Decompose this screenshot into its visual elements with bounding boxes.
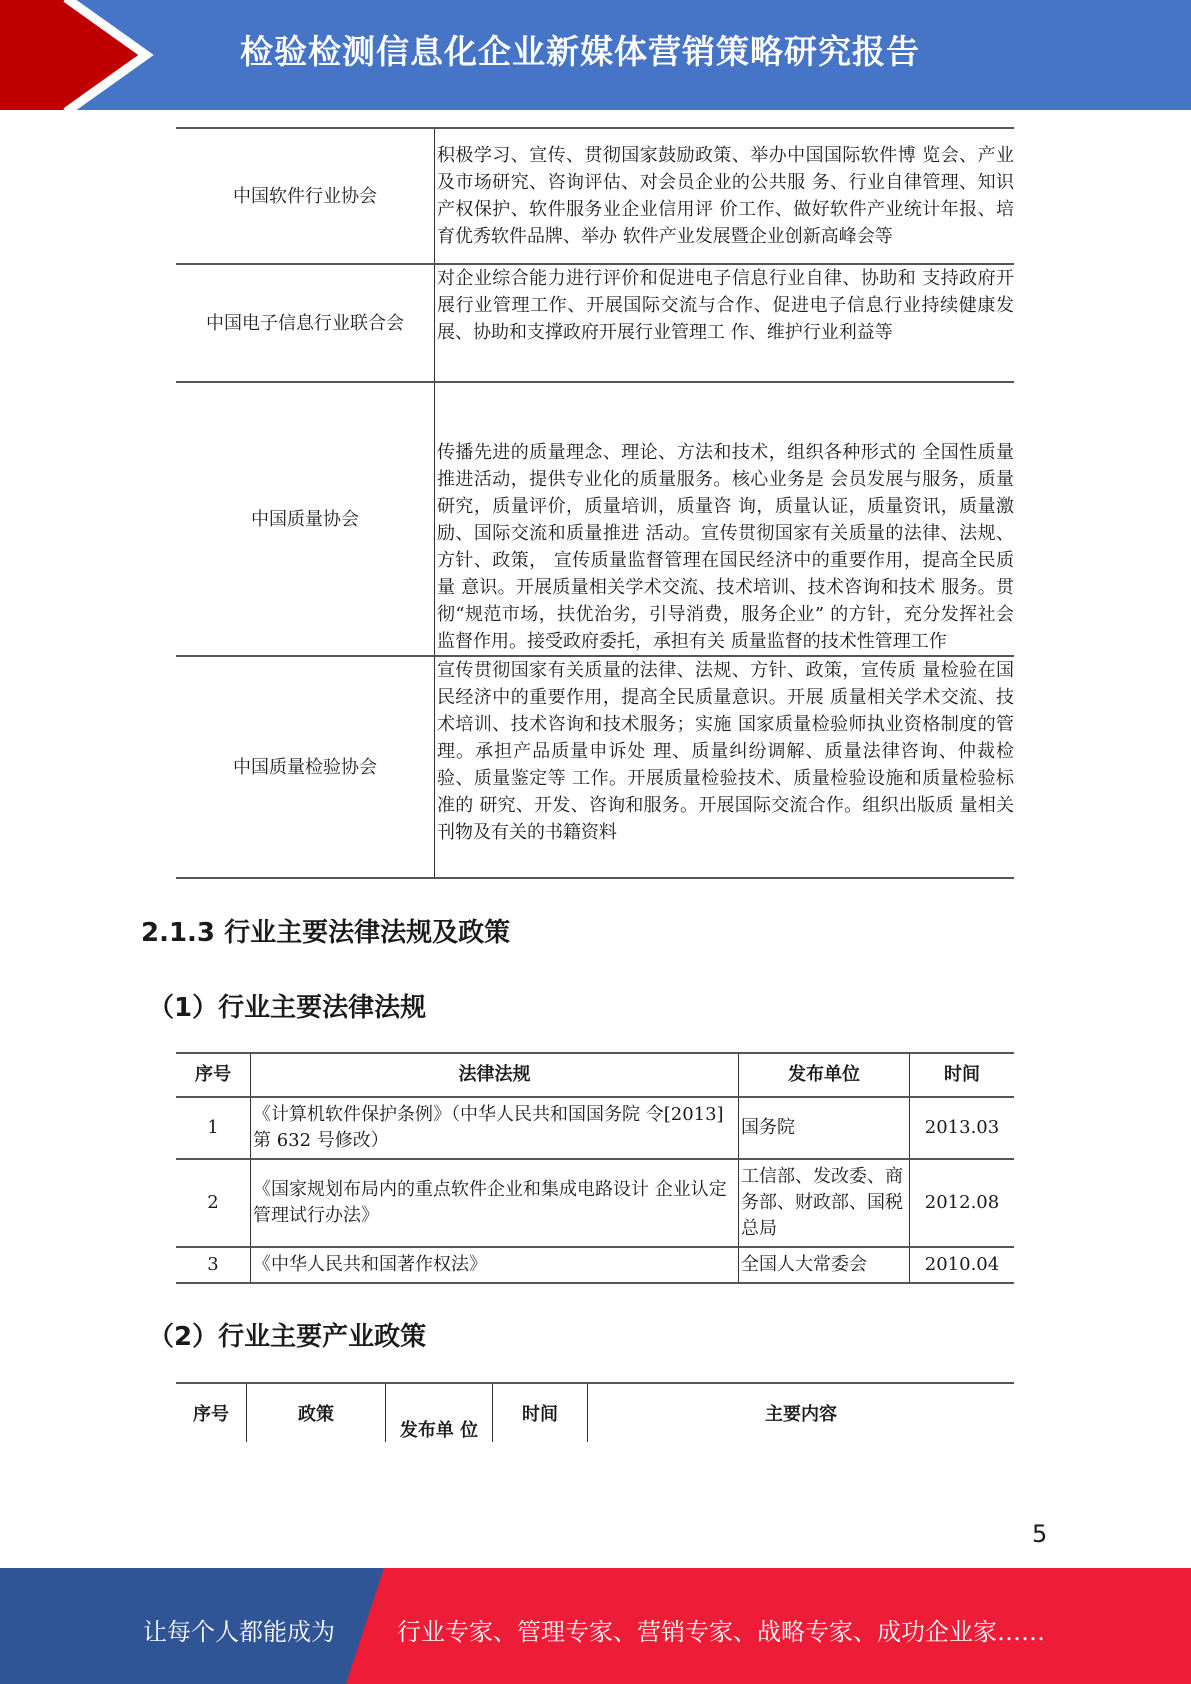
table-header-row <box>176 1053 1014 1097</box>
table-row <box>176 1097 1014 1159</box>
page-number: 5 <box>1032 1520 1048 1548</box>
associations-table <box>176 127 1014 879</box>
table-row <box>176 382 1014 656</box>
issuer: 工信部、发改委、商务部、财政部、国税总局 <box>739 1159 910 1247</box>
association-description: 传播先进的质量理念、理论、方法和技术，组织各种形式的 全国性质量推进活动，提供专业化的质量服务。核心业务是 会员发展与服务，质量研究，质量评价，质量培训，质量咨 询，质量认证，质量资讯，质量激励、国际交流和质量推进 活动。宣传贯彻国家有关质量的法律、法规、方针、政策， 宣传质量监督管理在国民经济中的重要作用，提高全民质量 意识。开展质量相关学术交流、技术培训、技术咨询和技术 服务。贯彻“规范市场，扶优治劣，引导消费，服务企业” 的方针，充分发挥社会监督作用。接受政府委托，承担有关 质量监督的技术性管理工作 <box>437 442 1014 652</box>
association-description: 积极学习、宣传、贯彻国家鼓励政策、举办中国国际软件博 览会、产业及市场研究、咨询评估、对会员企业的公共服 务、行业自律管理、知识产权保护、软件服务业企业信用评 价工作、做好软件产业统计年报、培育优秀软件品牌、举办 软件产业发展暨企业创新高峰会等 <box>437 145 1014 247</box>
policies-table <box>176 1382 1014 1442</box>
association-name: 中国质量协会 <box>176 382 435 656</box>
issuer: 国务院 <box>739 1097 910 1159</box>
association-name: 中国软件行业协会 <box>176 128 435 264</box>
date: 2013.03 <box>910 1097 1015 1159</box>
association-description: 对企业综合能力进行评价和促进电子信息行业自律、协助和 支持政府开展行业管理工作、开展国际交流与合作、促进电子信息行业持续健康发展、协助和支撑政府开展行业管理工 作、维护行业利益等 <box>437 268 1014 343</box>
column-header-content: 主要内容 <box>588 1383 1015 1442</box>
row-number: 3 <box>207 1254 219 1275</box>
laws-table <box>176 1052 1014 1284</box>
law-title: 《中华人民共和国著作权法》 <box>251 1247 739 1283</box>
header-banner <box>0 0 1191 110</box>
red-chevron-shape <box>0 0 146 110</box>
date: 2010.04 <box>910 1247 1015 1283</box>
table-row <box>176 264 1014 382</box>
table-row <box>176 656 1014 878</box>
association-name: 中国电子信息行业联合会 <box>176 264 435 382</box>
laws-subheading: （1）行业主要法律法规 <box>148 993 427 1023</box>
table-header-row <box>176 1383 1014 1442</box>
column-header-issuer: 发布单位 <box>739 1053 910 1097</box>
policies-subheading: （2）行业主要产业政策 <box>148 1322 427 1352</box>
column-header-number: 序号 <box>193 1404 229 1425</box>
issuer: 全国人大常委会 <box>739 1247 910 1283</box>
column-header-law: 法律法规 <box>251 1053 739 1097</box>
column-header-date: 时间 <box>493 1383 588 1442</box>
footer-slogan-left: 让每个人都能成为 <box>143 1618 335 1646</box>
section-heading: 2.1.3 行业主要法律法规及政策 <box>141 918 511 948</box>
table-row <box>176 128 1014 264</box>
law-title: 《计算机软件保护条例》（中华人民共和国国务院 令[2013]第 632 号修改） <box>251 1097 739 1159</box>
footer-banner <box>0 1568 1191 1684</box>
association-name: 中国质量检验协会 <box>176 656 435 878</box>
date: 2012.08 <box>910 1159 1015 1247</box>
column-header-policy: 政策 <box>247 1383 386 1442</box>
row-number: 1 <box>207 1117 219 1138</box>
table-row <box>176 1247 1014 1283</box>
association-description: 宣传贯彻国家有关质量的法律、法规、方针、政策，宣传质 量检验在国民经济中的重要作用，提高全民质量意识。开展 质量相关学术交流、技术培训、技术咨询和技术服务；实施 国家质量检验师执业资格制度的管理。承担产品质量申诉处 理、质量纠纷调解、质量法律咨询、仲裁检验、质量鉴定等 工作。开展质量检验技术、质量检验设施和质量检验标准的 研究、开发、咨询和服务。开展国际交流合作。组织出版质 量相关刊物及有关的书籍资料 <box>437 660 1014 843</box>
column-header-date: 时间 <box>910 1053 1015 1097</box>
column-header-number: 序号 <box>195 1064 231 1085</box>
row-number: 2 <box>207 1192 219 1213</box>
document-title: 检验检测信息化企业新媒体营销策略研究报告 <box>240 32 920 71</box>
footer-slogan-right: 行业专家、管理专家、营销专家、战略专家、成功企业家…… <box>397 1618 1045 1646</box>
column-header-issuer: 发布单 位 <box>386 1383 493 1442</box>
table-row <box>176 1159 1014 1247</box>
law-title: 《国家规划布局内的重点软件企业和集成电路设计 企业认定管理试行办法》 <box>251 1159 739 1247</box>
